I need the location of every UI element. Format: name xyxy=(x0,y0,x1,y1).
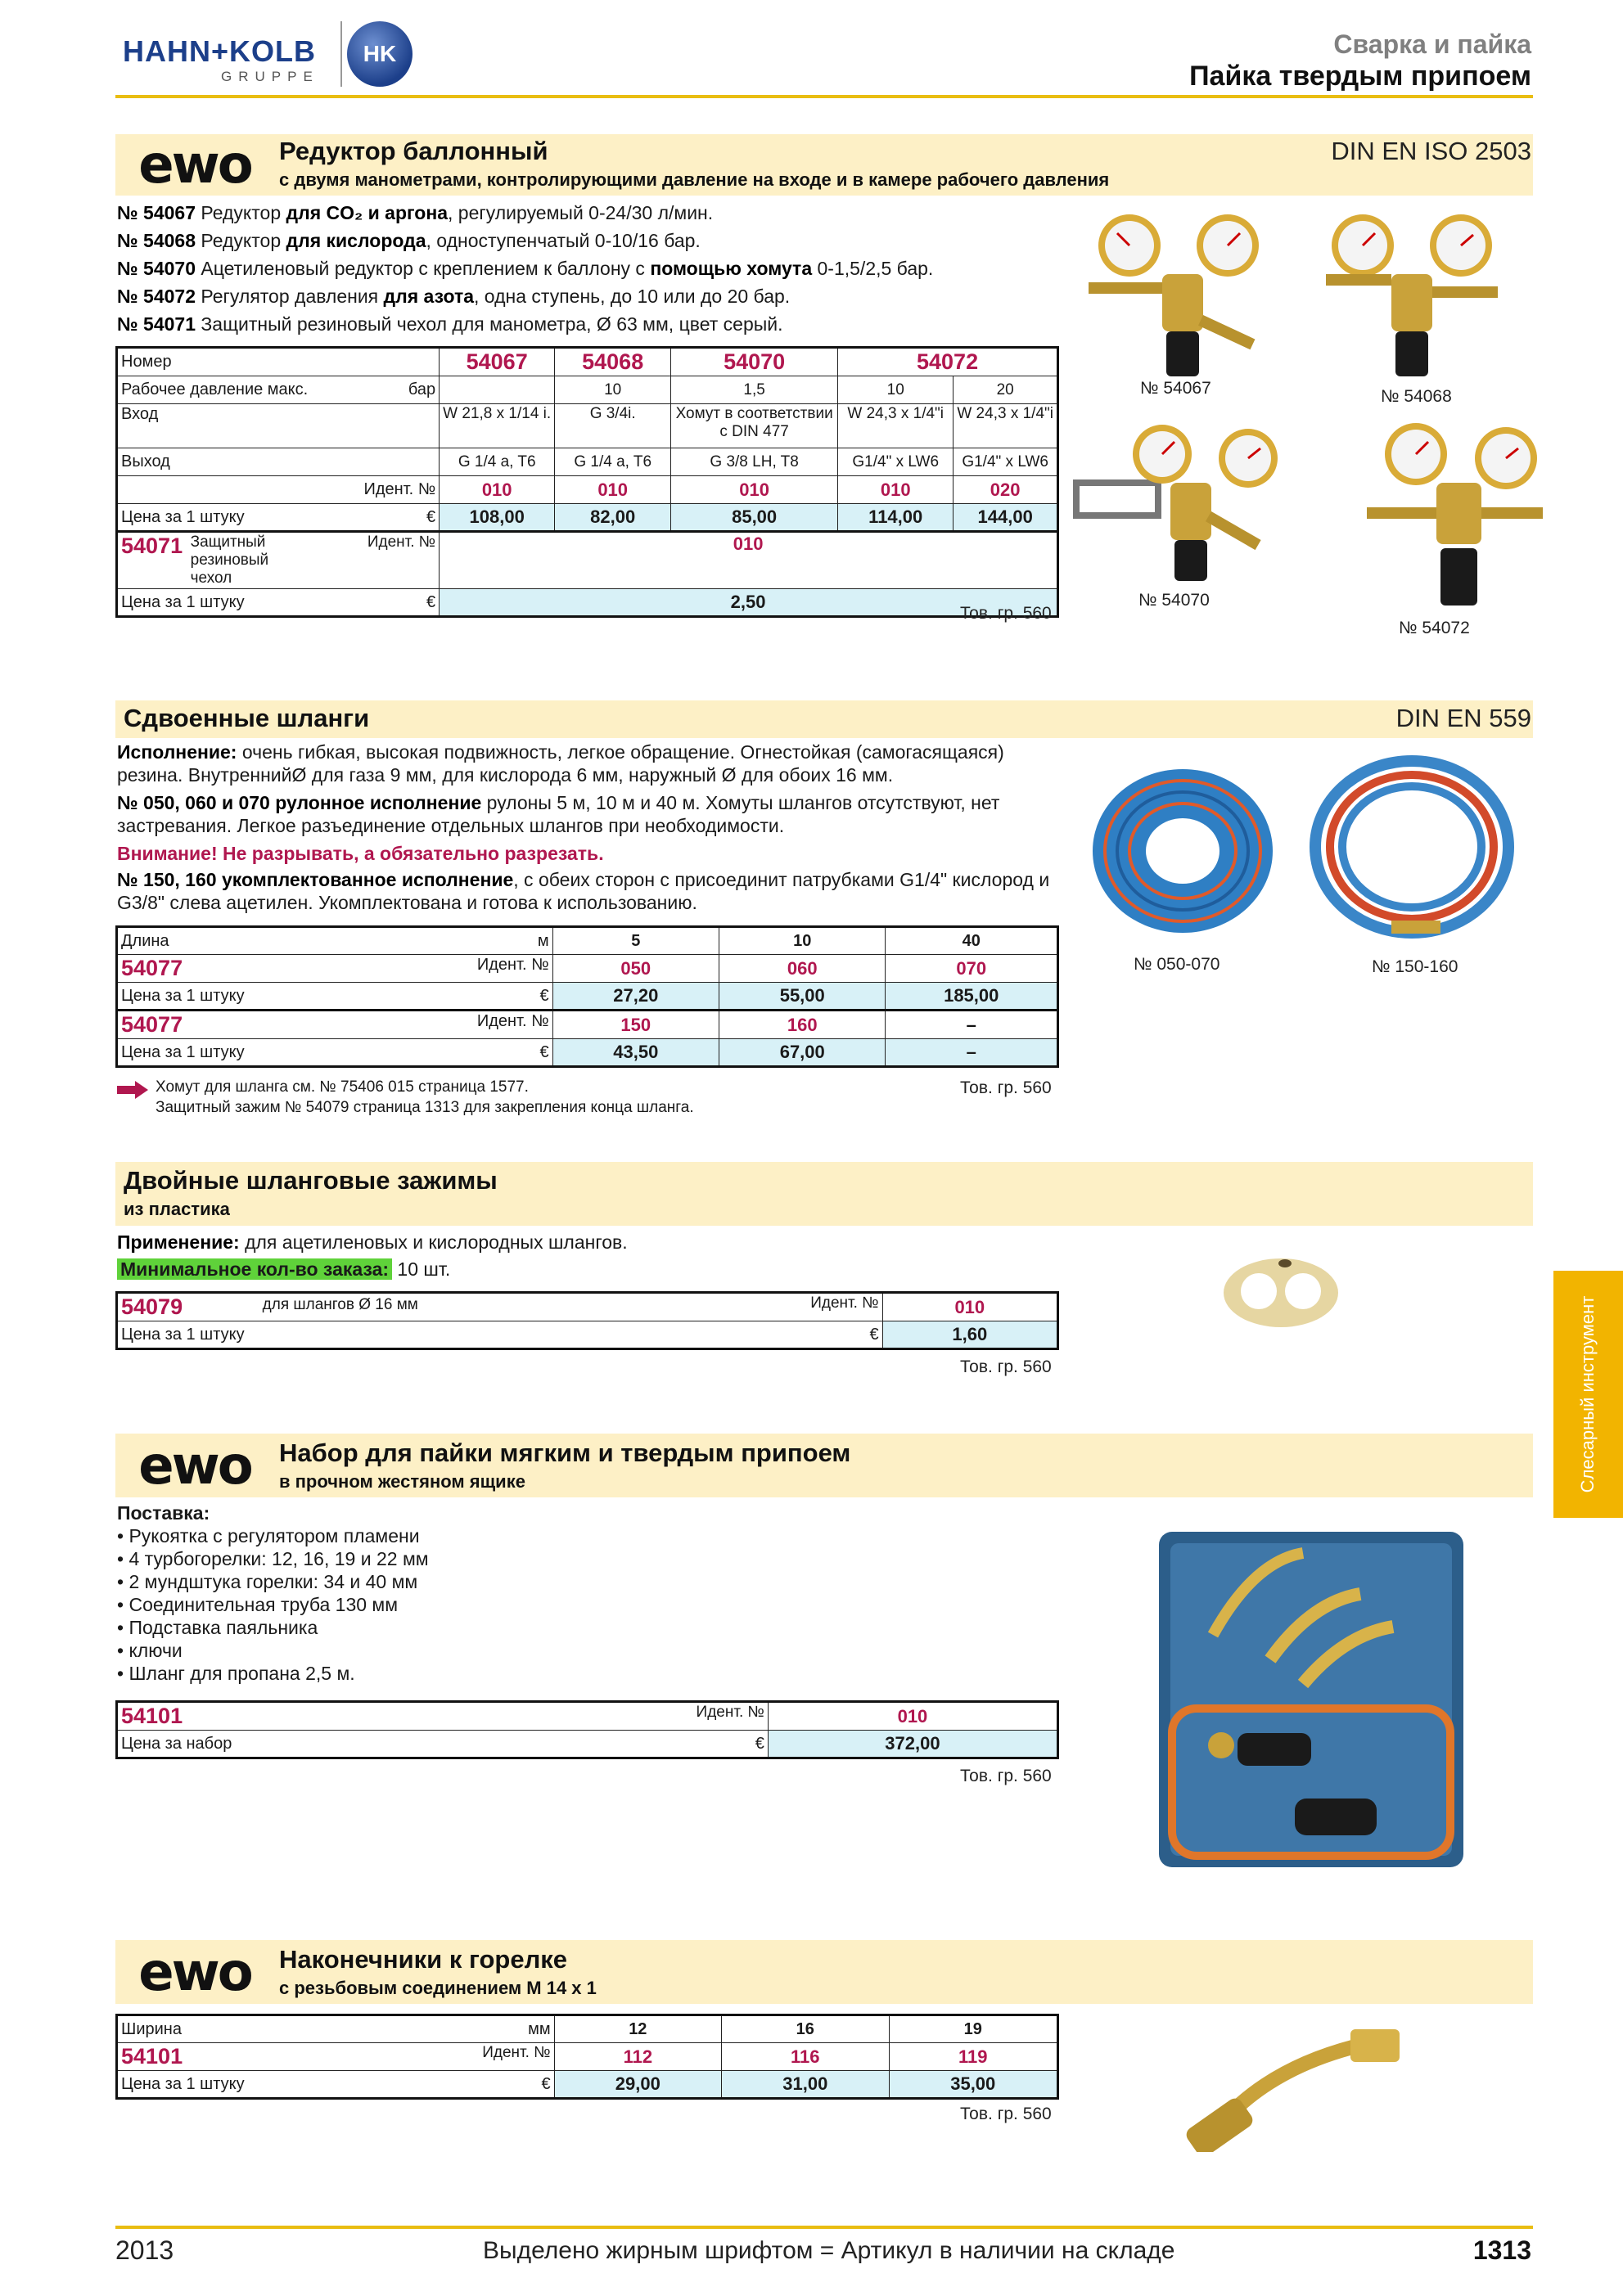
table-row xyxy=(117,348,1058,376)
note-text: Защитный зажим № 54079 страница 1313 для закрепления конца шланга. xyxy=(156,1099,694,1116)
ewo-logo-icon: ewo xyxy=(138,135,251,196)
paragraph: № 050, 060 и 070 рулонное исполнение рулоны 5 м, 10 м и 40 м. Хомуты шлангов отсутствуют, нет застревания. Легкое разъединение отдельных шлангов при необходимости. xyxy=(117,792,1000,836)
footer-note: Выделено жирным шрифтом = Артикул в наличии на складе xyxy=(483,2237,1175,2264)
table-cell xyxy=(440,376,555,404)
item-line: № 54067 Редуктор для CO₂ и аргона, регулируемый 0-24/30 л/мин. xyxy=(117,202,714,223)
ewo-logo-icon: ewo xyxy=(138,1943,251,2003)
ident-number: 010 xyxy=(768,1702,1057,1731)
reducer-54068-image xyxy=(1310,209,1514,385)
product-group: Тов. гр. 560 xyxy=(960,1078,1052,1097)
section-subtitle: с двумя манометрами, контролирующими давление на входе и в камере рабочего давления xyxy=(279,169,1110,190)
table-cell: Хомут в соответствии с DIN 477 xyxy=(671,404,838,448)
ident-number: – xyxy=(886,1011,1058,1039)
table-row xyxy=(117,1702,1058,1731)
price-cell: 35,00 xyxy=(889,2071,1057,2099)
price-cell: 43,50 xyxy=(552,1039,719,1067)
paragraph: Исполнение: очень гибкая, высокая подвижность, легкое обращение. Огнестойкая (самогасящаяся) резина. ВнутреннийØ для газа 9 мм, для кислорода 6 мм, наружный Ø для обоих 16 мм. xyxy=(117,741,1004,786)
table-cell: W 24,3 x 1/4"i xyxy=(838,404,954,448)
table-row xyxy=(117,376,1058,404)
price-cell: 85,00 xyxy=(671,504,838,532)
table-cell: G1/4" x LW6 xyxy=(954,448,1058,476)
brand-divider xyxy=(340,21,342,87)
article-number: 54068 xyxy=(555,348,671,376)
arrow-right-icon xyxy=(117,1081,148,1099)
image-caption: № 54067 xyxy=(1140,379,1211,398)
table-cell: W 24,3 x 1/4"i xyxy=(954,404,1058,448)
table-cell: 10 xyxy=(719,927,886,955)
page-category: Сварка и пайка xyxy=(1333,29,1531,59)
ident-number: 150 xyxy=(552,1011,719,1039)
ident-number: 060 xyxy=(719,955,886,983)
ewo-logo-icon: ewo xyxy=(138,1436,251,1497)
row-label: Цена за набор € xyxy=(117,1731,769,1758)
hose-description xyxy=(117,741,1058,914)
row-label: 54101 Идент. № xyxy=(117,1702,769,1731)
table-cell: 40 xyxy=(886,927,1058,955)
list-item: • 2 мундштука горелки: 34 и 40 мм xyxy=(117,1571,418,1592)
row-label: Ширина мм xyxy=(117,2015,555,2043)
reducer-item-list xyxy=(117,199,1066,338)
price-cell: – xyxy=(886,1039,1058,1067)
table-row xyxy=(117,1011,1058,1039)
table-cell: W 21,8 x 1/14 i. xyxy=(440,404,555,448)
row-label: Вход xyxy=(117,404,440,448)
row-label: Идент. № xyxy=(117,476,440,504)
price-cell: 372,00 xyxy=(768,1731,1057,1758)
table-row xyxy=(117,1039,1058,1067)
price-cell: 27,20 xyxy=(552,983,719,1011)
application-text: Применение: для ацетиленовых и кислородных шлангов. xyxy=(117,1231,628,1253)
article-number: 54072 xyxy=(838,348,1058,376)
list-item: • Соединительная труба 130 мм xyxy=(117,1594,399,1615)
warning-text: Внимание! Не разрывать, а обязательно разрезать. xyxy=(117,843,604,864)
section-subtitle: из пластика xyxy=(124,1199,230,1219)
ident-number: 010 xyxy=(671,476,838,504)
table-cell: 1,5 xyxy=(671,376,838,404)
hose-roll-image xyxy=(1084,757,1281,949)
row-label: Номер xyxy=(117,348,440,376)
table-row xyxy=(117,532,1058,589)
row-label: Цена за 1 штуку € xyxy=(117,1321,883,1349)
table-cell: G 3/8 LH, T8 xyxy=(671,448,838,476)
article-number: 54070 xyxy=(671,348,838,376)
table-cell: 10 xyxy=(838,376,954,404)
section-title: Редуктор баллонный xyxy=(279,137,548,165)
row-label: Цена за 1 штуку € xyxy=(117,1039,553,1067)
image-caption: № 54068 xyxy=(1381,387,1452,406)
section-title: Набор для пайки мягким и твердым припоем xyxy=(279,1438,851,1467)
row-label: 54077 Идент. № xyxy=(117,955,553,983)
image-caption: № 54072 xyxy=(1399,619,1470,637)
image-caption: № 54070 xyxy=(1138,591,1210,610)
footer-year: 2013 xyxy=(115,2235,174,2265)
price-cell: 185,00 xyxy=(886,983,1058,1011)
table-cell: 12 xyxy=(554,2015,721,2043)
table-row xyxy=(117,927,1058,955)
ident-number: 116 xyxy=(722,2043,889,2071)
product-group: Тов. гр. 560 xyxy=(960,604,1052,623)
item-line: № 54068 Редуктор для кислорода, одноступенчатый 0-10/16 бар. xyxy=(117,230,701,251)
row-label: Цена за 1 штуку € xyxy=(117,2071,555,2099)
ident-number: 010 xyxy=(555,476,671,504)
price-cell: 108,00 xyxy=(440,504,555,532)
row-label: 54077 Идент. № xyxy=(117,1011,553,1039)
list-item: • ключи xyxy=(117,1640,183,1661)
price-cell: 55,00 xyxy=(719,983,886,1011)
section-norm: DIN EN ISO 2503 xyxy=(1331,137,1531,165)
row-label: Цена за 1 штуку € xyxy=(117,504,440,532)
note-text: Хомут для шланга см. № 75406 015 страница 1577. xyxy=(156,1078,529,1096)
price-cell: 2,50 xyxy=(440,589,1058,617)
price-cell: 31,00 xyxy=(722,2071,889,2099)
section-title: Сдвоенные шланги xyxy=(124,704,370,732)
delivery-label: Поставка: xyxy=(117,1502,210,1524)
row-label: 54079 для шлангов Ø 16 мм Идент. № xyxy=(117,1293,883,1321)
price-cell: 29,00 xyxy=(554,2071,721,2099)
table-row xyxy=(117,1293,1058,1321)
brand-logo-text: HAHN+KOLB xyxy=(123,34,317,68)
page-number: 1313 xyxy=(1472,2235,1531,2265)
row-label: 54071 Защитный резиновый чехол Идент. № xyxy=(117,532,440,589)
delivery-list xyxy=(117,1501,429,1685)
table-cell: 10 xyxy=(555,376,671,404)
page-title: Пайка твердым припоем xyxy=(1189,61,1531,92)
burner-tip-image xyxy=(1170,2013,1416,2152)
ident-number: 112 xyxy=(554,2043,721,2071)
section-subtitle: в прочном жестяном ящике xyxy=(279,1471,525,1492)
table-cell: G 1/4 a, T6 xyxy=(555,448,671,476)
table-row xyxy=(117,955,1058,983)
table-row xyxy=(117,2071,1058,2099)
image-caption: № 150-160 xyxy=(1372,957,1458,976)
table-row xyxy=(117,1321,1058,1349)
row-label: 54101 Идент. № xyxy=(117,2043,555,2071)
list-item: • Рукоятка с регулятором пламени xyxy=(117,1525,420,1546)
section-norm: DIN EN 559 xyxy=(1395,704,1531,732)
ident-number: 050 xyxy=(552,955,719,983)
ident-number: 070 xyxy=(886,955,1058,983)
header-rule xyxy=(115,95,1533,98)
ident-number: 020 xyxy=(954,476,1058,504)
section-title: Наконечники к горелке xyxy=(279,1945,568,1974)
reducer-54070-image xyxy=(1072,417,1318,589)
table-cell: 20 xyxy=(954,376,1058,404)
hose-table xyxy=(115,925,1059,1068)
ident-number: 010 xyxy=(440,476,555,504)
table-cell: 5 xyxy=(552,927,719,955)
product-group: Тов. гр. 560 xyxy=(960,2105,1052,2123)
table-cell: G 1/4 a, T6 xyxy=(440,448,555,476)
footer-rule xyxy=(115,2226,1533,2229)
product-group: Тов. гр. 560 xyxy=(960,1767,1052,1785)
table-row xyxy=(117,476,1058,504)
clamp-table xyxy=(115,1291,1059,1350)
min-order: Минимальное кол-во заказа: 10 шт. xyxy=(117,1255,450,1283)
kit-table xyxy=(115,1700,1059,1759)
price-cell: 144,00 xyxy=(954,504,1058,532)
table-cell: 19 xyxy=(889,2015,1057,2043)
row-label: Рабочее давление макс. бар xyxy=(117,376,440,404)
section-subtitle: с резьбовым соединением M 14 x 1 xyxy=(279,1978,597,1998)
price-cell: 1,60 xyxy=(882,1321,1057,1349)
side-category-tab[interactable]: Слесарный инструмент xyxy=(1553,1271,1623,1518)
price-cell: 114,00 xyxy=(838,504,954,532)
ident-number: 010 xyxy=(838,476,954,504)
reducer-table xyxy=(115,346,1059,618)
table-row xyxy=(117,404,1058,448)
ident-number: 010 xyxy=(882,1293,1057,1321)
price-cell: 67,00 xyxy=(719,1039,886,1067)
ident-number: 119 xyxy=(889,2043,1057,2071)
brand-logo-subtext: GRUPPE xyxy=(221,69,319,84)
row-label: Цена за 1 штуку € xyxy=(117,983,553,1011)
price-cell: 82,00 xyxy=(555,504,671,532)
list-item: • Подставка паяльника xyxy=(117,1617,318,1638)
row-label: Выход xyxy=(117,448,440,476)
item-line: № 54071 Защитный резиновый чехол для манометра, Ø 63 мм, цвет серый. xyxy=(117,313,783,335)
table-row xyxy=(117,589,1058,617)
table-row xyxy=(117,2015,1058,2043)
tips-table xyxy=(115,2014,1059,2100)
item-line: № 54072 Регулятор давления для азота, одна ступень, до 10 или до 20 бар. xyxy=(117,286,791,307)
table-row xyxy=(117,504,1058,532)
ident-number: 010 xyxy=(440,532,1058,589)
table-cell: G 3/4i. xyxy=(555,404,671,448)
table-cell: G1/4" x LW6 xyxy=(838,448,954,476)
list-item: • Шланг для пропана 2,5 м. xyxy=(117,1663,355,1684)
kit-case-image xyxy=(1156,1528,1467,1871)
item-line: № 54070 Ацетиленовый редуктор с креплением к баллону с помощью хомута 0-1,5/2,5 бар. xyxy=(117,258,934,279)
ident-number: 160 xyxy=(719,1011,886,1039)
row-label: Длина м xyxy=(117,927,553,955)
product-group: Тов. гр. 560 xyxy=(960,1357,1052,1376)
table-cell: 16 xyxy=(722,2015,889,2043)
table-row xyxy=(117,448,1058,476)
image-caption: № 050-070 xyxy=(1134,955,1220,974)
reducer-54067-image xyxy=(1080,209,1277,380)
brand-emblem-icon: HK xyxy=(347,21,413,87)
table-row xyxy=(117,983,1058,1011)
reducer-54072-image xyxy=(1359,417,1563,614)
section-title: Двойные шланговые зажимы xyxy=(124,1166,498,1195)
hose-assembled-image xyxy=(1310,753,1514,953)
clamp-image xyxy=(1220,1244,1342,1334)
table-row xyxy=(117,1731,1058,1758)
list-item: • 4 турбогорелки: 12, 16, 19 и 22 мм xyxy=(117,1548,429,1569)
article-number: 54067 xyxy=(440,348,555,376)
table-row xyxy=(117,2043,1058,2071)
row-label: Цена за 1 штуку € xyxy=(117,589,440,617)
paragraph: № 150, 160 укомплектованное исполнение, с обеих сторон с присоединит патрубками G1/4" кислород и G3/8" слева ацетилен. Укомплектована и готова к использованию. xyxy=(117,869,1050,913)
